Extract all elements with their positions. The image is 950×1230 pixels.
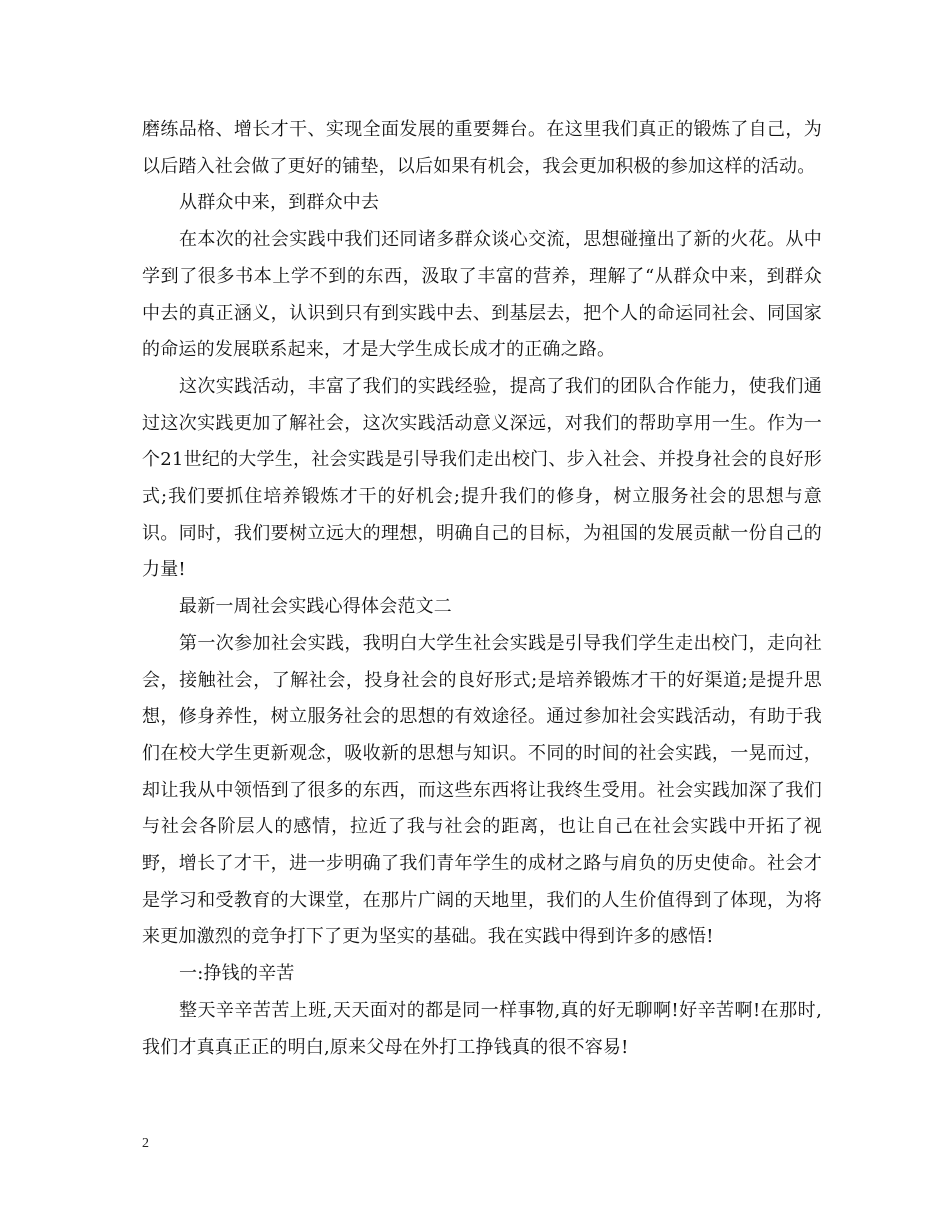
paragraph-8: 整天辛辛苦苦上班,天天面对的都是同一样事物,真的好无聊啊!好辛苦啊!在那时,我们才真真正正的明白,原来父母在外打工挣钱真的很不容易!	[142, 999, 822, 1058]
section-heading-sample-essay-two: 最新一周社会实践心得体会范文二	[179, 596, 452, 618]
paragraph-3: 在本次的社会实践中我们还同诸多群众谈心交流，思想碰撞出了新的火花。从中学到了很多书本上学不到的东西，汲取了丰富的营养，理解了“从群众中来，到群众中去的真正涵义，认识到只有到实践中去、到基层去，把个人的命运同社会、同国家的命运的发展联系起来，才是大学生成长成才的正确之路。	[142, 229, 822, 361]
document-body	[142, 112, 822, 1066]
section-heading-hardship-of-earning: 一:挣钱的辛苦	[179, 963, 295, 985]
page-number: 2	[142, 1136, 149, 1151]
paragraph-6: 第一次参加社会实践，我明白大学生社会实践是引导我们学生走出校门，走向社会，接触社会，了解社会，投身社会的良好形式;是培养锻炼才干的好渠道;是提升思想，修身养性，树立服务社会的思想的有效途径。通过参加社会实践活动，有助于我们在校大学生更新观念，吸收新的思想与知识。不同的时间的社会实践，一晃而过，却让我从中领悟到了很多的东西，而这些东西将让我终生受用。社会实践加深了我们与社会各阶层人的感情，拉近了我与社会的距离，也让自己在社会实践中开拓了视野，增长了才干，进一步明确了我们青年学生的成材之路与肩负的历史使命。社会才是学习和受教育的大课堂，在那片广阔的天地里，我们的人生价值得到了体现，为将来更加激烈的竞争打下了更为坚实的基础。我在实践中得到许多的感悟!	[142, 632, 822, 948]
section-heading-from-the-masses: 从群众中来，到群众中去	[179, 192, 380, 214]
paragraph-1: 磨练品格、增长才干、实现全面发展的重要舞台。在这里我们真正的锻炼了自己，为以后踏入社会做了更好的铺垫，以后如果有机会，我会更加积极的参加这样的活动。	[142, 119, 822, 177]
paragraph-4: 这次实践活动，丰富了我们的实践经验，提高了我们的团队合作能力，使我们通过这次实践更加了解社会，这次实践活动意义深远，对我们的帮助享用一生。作为一个21世纪的大学生，社会实践是引导我们走出校门、步入社会、并投身社会的良好形式;我们要抓住培养锻炼才干的好机会;提升我们的修身，树立服务社会的思想与意识。同时，我们要树立远大的理想，明确自己的目标，为祖国的发展贡献一份自己的力量!	[142, 375, 822, 581]
